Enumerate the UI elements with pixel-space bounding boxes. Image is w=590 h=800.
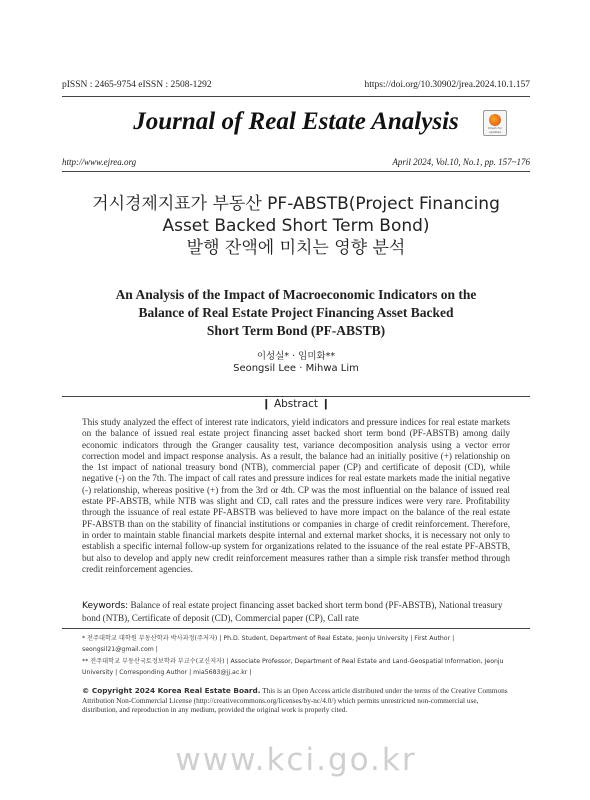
keywords-text: Balance of real estate project financing asset backed short term bond (PF-ABSTB), National treasury bond (NTB), Certificate of deposit (CD), Commercial paper (CP), Call rate: [82, 600, 503, 623]
footnote-line: ** 전주대학교 부동산국토정보학과 부교수(교신저자) | Associate Professor, Department of Real Estate and Land-Geospatial Information, Jeonju: [82, 658, 504, 665]
header-rule: [62, 96, 530, 97]
journal-meta: [62, 157, 530, 167]
update-badge-icon: [489, 114, 501, 126]
copyright-text: This is an Open Access article distributed under the terms of the Creative Commons Attribution Non-Commercial License (http://creativecommons.org/licenses/by-nc/4.0/) which permits unrestricted non-commercial use, distribution, and reproduction in any medium, provided the original work is properly cited.: [82, 686, 508, 715]
issn-text: pISSN : 2465-9754 eISSN : 2508-1292: [62, 80, 212, 90]
website-link[interactable]: http://www.ejrea.org: [62, 157, 137, 167]
doi-link[interactable]: https://doi.org/10.30902/jrea.2024.10.1.157: [364, 80, 530, 90]
korean-title-line: Asset Backed Short Term Bond): [162, 216, 430, 236]
footnote-line: seongsil21@gmail.com |: [82, 646, 158, 653]
korean-title: [62, 193, 530, 259]
english-title-line: Balance of Real Estate Project Financing Asset Backed: [138, 305, 454, 320]
authors-english: Seongsil Lee · Mihwa Lim: [233, 363, 359, 374]
copyright-notice: [82, 686, 510, 715]
authors-korean: 이성실* · 임미화**: [256, 351, 336, 362]
keywords-block: [82, 600, 510, 624]
english-title-line: Short Term Bond (PF-ABSTB): [206, 323, 386, 338]
footnote-line: * 전주대학교 대학원 부동산학과 박사과정(주저자) | Ph.D. Student, Department of Real Estate, Jeonju University | First Author |: [82, 635, 455, 642]
check-for-updates-logo[interactable]: [483, 110, 507, 136]
footnote-rule: [62, 628, 530, 629]
watermark: www.kci.go.kr: [175, 742, 417, 778]
meta-rule: [62, 171, 530, 172]
abstract-heading: ❙ Abstract ❙: [261, 398, 331, 410]
footnote-line: University | Corresponding Author | mia5683@jj.ac.kr |: [82, 669, 252, 676]
korean-title-line: 거시경제지표가 부동산 PF-ABSTB(Project Financing: [92, 194, 500, 214]
issue-info: April 2024, Vol.10, No.1, pp. 157~176: [392, 157, 530, 167]
logo-text: Check for updates: [487, 126, 503, 134]
header-line: [62, 80, 530, 90]
korean-title-line: 발행 잔액에 미치는 영향 분석: [186, 238, 406, 258]
abstract-body: This study analyzed the effect of interest rate indicators, yield indicators and pressure indices for real estate markets on the balance of issued real estate project financing asset backed short term bond (PF-ABSTB) among daily economic indicators through the Granger causality test, variance decomposition analysis using a vector error correction model and impact response analysis. As a result, the balance had an initially positive (+) relationship on the 1st impact of national treasury bond (NTB), commercial paper (CP) and certificate of deposit (CD), while negative (-) on the 7th. The impact of call rates and pressure indices for real estate markets made the initial negative (-) relationship, whereas positive (+) from the 3rd or 4th. CP was the most influential on the balance of issued real estate PF-ABSTB, while NTB was slight and CD, call rates and the pressure indices were very rare. Profitability through the issuance of real estate PF-ABSTB was believed to have more impact on the balance of the real estate PF-ABSTB than on the stability of financial institutions or companies in charge of credit reinforcement. Therefore, in order to maintain stable financial markets despite internal and external market shocks, it is necessary not only to establish a specific internal follow-up system for organizations related to the issuance of the real estate PF-ABSTB, but also to develop and apply new credit reinforcement measures rather than a simple risk transfer method through credit reinforcement agencies.: [82, 417, 510, 574]
english-title-line: An Analysis of the Impact of Macroeconomic Indicators on the: [115, 287, 477, 302]
abstract-top-rule: [62, 396, 530, 397]
copyright-bold: © Copyright 2024 Korea Real Estate Board.: [82, 686, 261, 695]
keywords-label: Keywords:: [82, 601, 129, 611]
english-title: [62, 286, 530, 340]
journal-title: Journal of Real Estate Analysis: [133, 108, 459, 135]
